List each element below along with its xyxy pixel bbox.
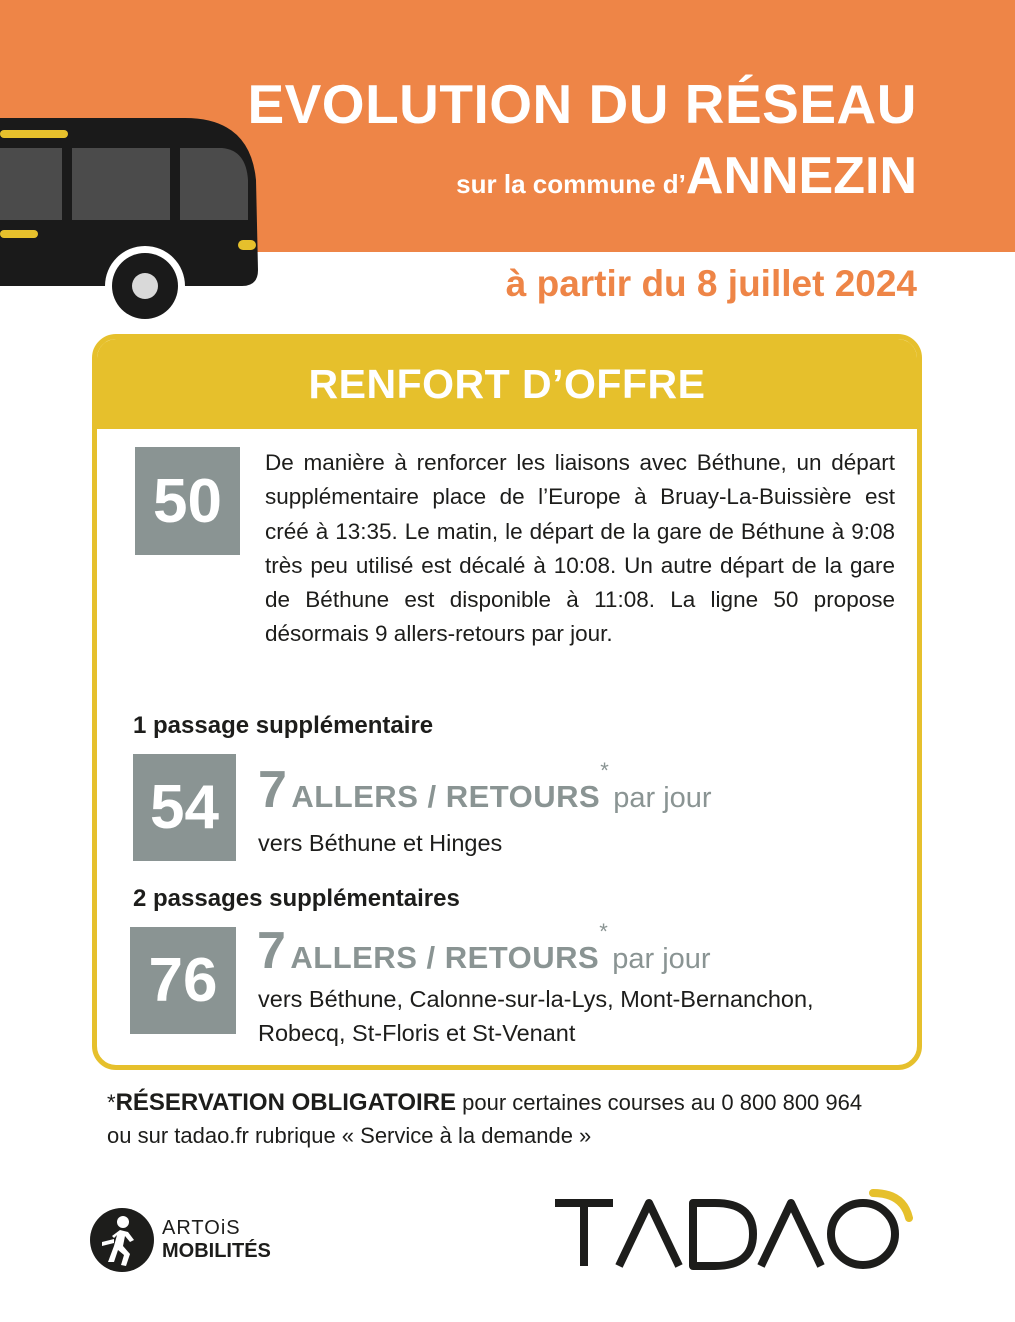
artois-line2: MOBILITÉS [162, 1240, 271, 1262]
bus-icon [0, 110, 262, 325]
commune-name: ANNEZIN [685, 147, 917, 205]
line-76-heading: 2 passages supplémentaires [133, 885, 460, 912]
line-76-label: ALLERS / RETOURS [290, 940, 600, 975]
line-76-frequency [257, 919, 711, 980]
line-54-per-day: par jour [613, 782, 712, 814]
line-76-destinations-line1: vers Béthune, Calonne-sur-la-Lys, Mont-Bernanchon, [258, 986, 814, 1012]
artois-line1: ARTOiS [162, 1217, 241, 1239]
reservation-note [107, 1086, 862, 1152]
line-54-star: * [600, 758, 609, 783]
line-54-heading: 1 passage supplémentaire [133, 712, 434, 739]
line-76-count: 7 [257, 922, 286, 980]
line-54-label: ALLERS / RETOURS [291, 779, 601, 814]
page-title: EVOLUTION DU RÉSEAU [247, 73, 917, 135]
subtitle-prefix: sur la commune d’ [456, 169, 686, 199]
line-76-destinations-line2: Robecq, St-Floris et St-Venant [258, 1020, 576, 1046]
line-76-badge: 76 [130, 927, 236, 1034]
line-76-star: * [599, 919, 608, 944]
line-54-badge: 54 [133, 754, 236, 861]
line-50-badge: 50 [135, 447, 240, 555]
line-76-per-day: par jour [612, 943, 711, 975]
artois-mobilites-logo [90, 1208, 271, 1272]
line-50-description: De manière à renforcer les liaisons avec Béthune, un départ supplémentaire place de l’Europe à Bruay-La-Buissière est créé à 13:35. Le matin, le départ de la gare de Béthune à 9:08 très peu utilisé est décalé à 10:08. Un autre départ de la gare de Béthune est disponible à 11:08. La ligne 50 propose désormais 9 allers-retours par jour. [265, 450, 895, 647]
walking-person-icon [90, 1208, 154, 1272]
offer-panel-header [97, 339, 917, 429]
line-54-count: 7 [258, 761, 287, 819]
page-subtitle [456, 147, 917, 205]
reservation-phone: pour certaines courses au 0 800 800 964 [456, 1090, 863, 1115]
tadao-logo [553, 1188, 915, 1272]
reservation-web: ou sur tadao.fr rubrique « Service à la demande » [107, 1123, 592, 1148]
effective-date: à partir du 8 juillet 2024 [505, 263, 917, 304]
offer-panel-title: RENFORT D’OFFRE [308, 361, 706, 407]
line-76-destinations [258, 982, 814, 1050]
reservation-bold: RÉSERVATION OBLIGATOIRE [115, 1089, 457, 1116]
line-54-frequency [258, 758, 712, 819]
reservation-star: * [107, 1090, 116, 1115]
line-54-destinations: vers Béthune et Hinges [258, 830, 503, 856]
